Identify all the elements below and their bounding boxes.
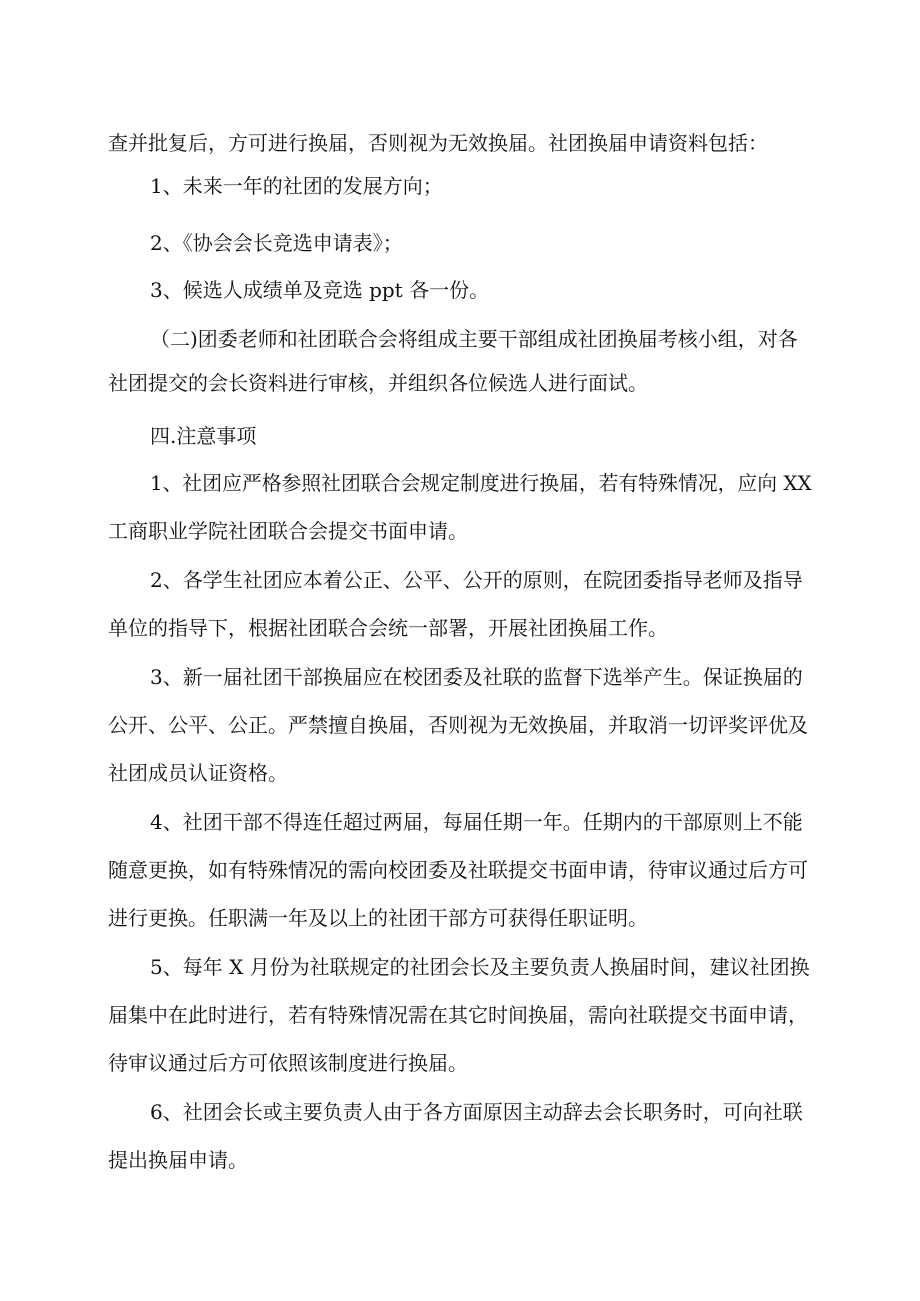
text-line: 届集中在此时进行，若有特殊情况需在其它时间换届，需向社联提交书面申请，	[108, 1003, 808, 1027]
text-line: 随意更换，如有特殊情况的需向校团委及社联提交书面申请，待审议通过后方可	[108, 858, 808, 882]
text-line: 社团提交的会长资料进行审核，并组织各位候选人进行面试。	[108, 371, 648, 395]
text-line: 5、每年 X 月份为社联规定的社团会长及主要负责人换届时间，建议社团换	[150, 955, 810, 979]
text-line: 公开、公平、公正。严禁擅自换届，否则视为无效换届，并取消一切评奖评优及	[108, 713, 808, 737]
text-line: 查并批复后，方可进行换届，否则视为无效换届。社团换届申请资料包括：	[108, 131, 768, 155]
text-line: 单位的指导下，根据社团联合会统一部署，开展社团换届工作。	[108, 616, 668, 640]
text-line: 4、社团干部不得连任超过两届，每届任期一年。任期内的干部原则上不能	[150, 810, 803, 834]
text-line: 1、未来一年的社团的发展方向；	[150, 174, 443, 198]
section-heading: 四.注意事项	[150, 424, 257, 448]
text-line: 1、社团应严格参照社团联合会规定制度进行换届，若有特殊情况，应向 XX	[150, 471, 812, 495]
text-line: 社团成员认证资格。	[108, 761, 288, 785]
text-line: 进行更换。任职满一年及以上的社团干部方可获得任职证明。	[108, 906, 648, 930]
text-line: 待审议通过后方可依照该制度进行换届。	[108, 1051, 468, 1075]
text-line: （二)团委老师和社团联合会将组成主要干部组成社团换届考核小组，对各	[150, 327, 798, 351]
text-line: 工商职业学院社团联合会提交书面申请。	[108, 519, 468, 543]
text-line: 3、新一届社团干部换届应在校团委及社联的监督下选举产生。保证换届的	[150, 665, 803, 689]
text-line: 2、各学生社团应本着公正、公平、公开的原则，在院团委指导老师及指导	[150, 568, 803, 592]
text-line: 2、《协会会长竞选申请表》；	[150, 231, 403, 255]
text-line: 提出换届申请。	[108, 1148, 248, 1172]
text-line: 6、社团会长或主要负责人由于各方面原因主动辞去会长职务时，可向社联	[150, 1100, 803, 1124]
text-line: 3、候选人成绩单及竞选 ppt 各一份。	[150, 278, 490, 302]
